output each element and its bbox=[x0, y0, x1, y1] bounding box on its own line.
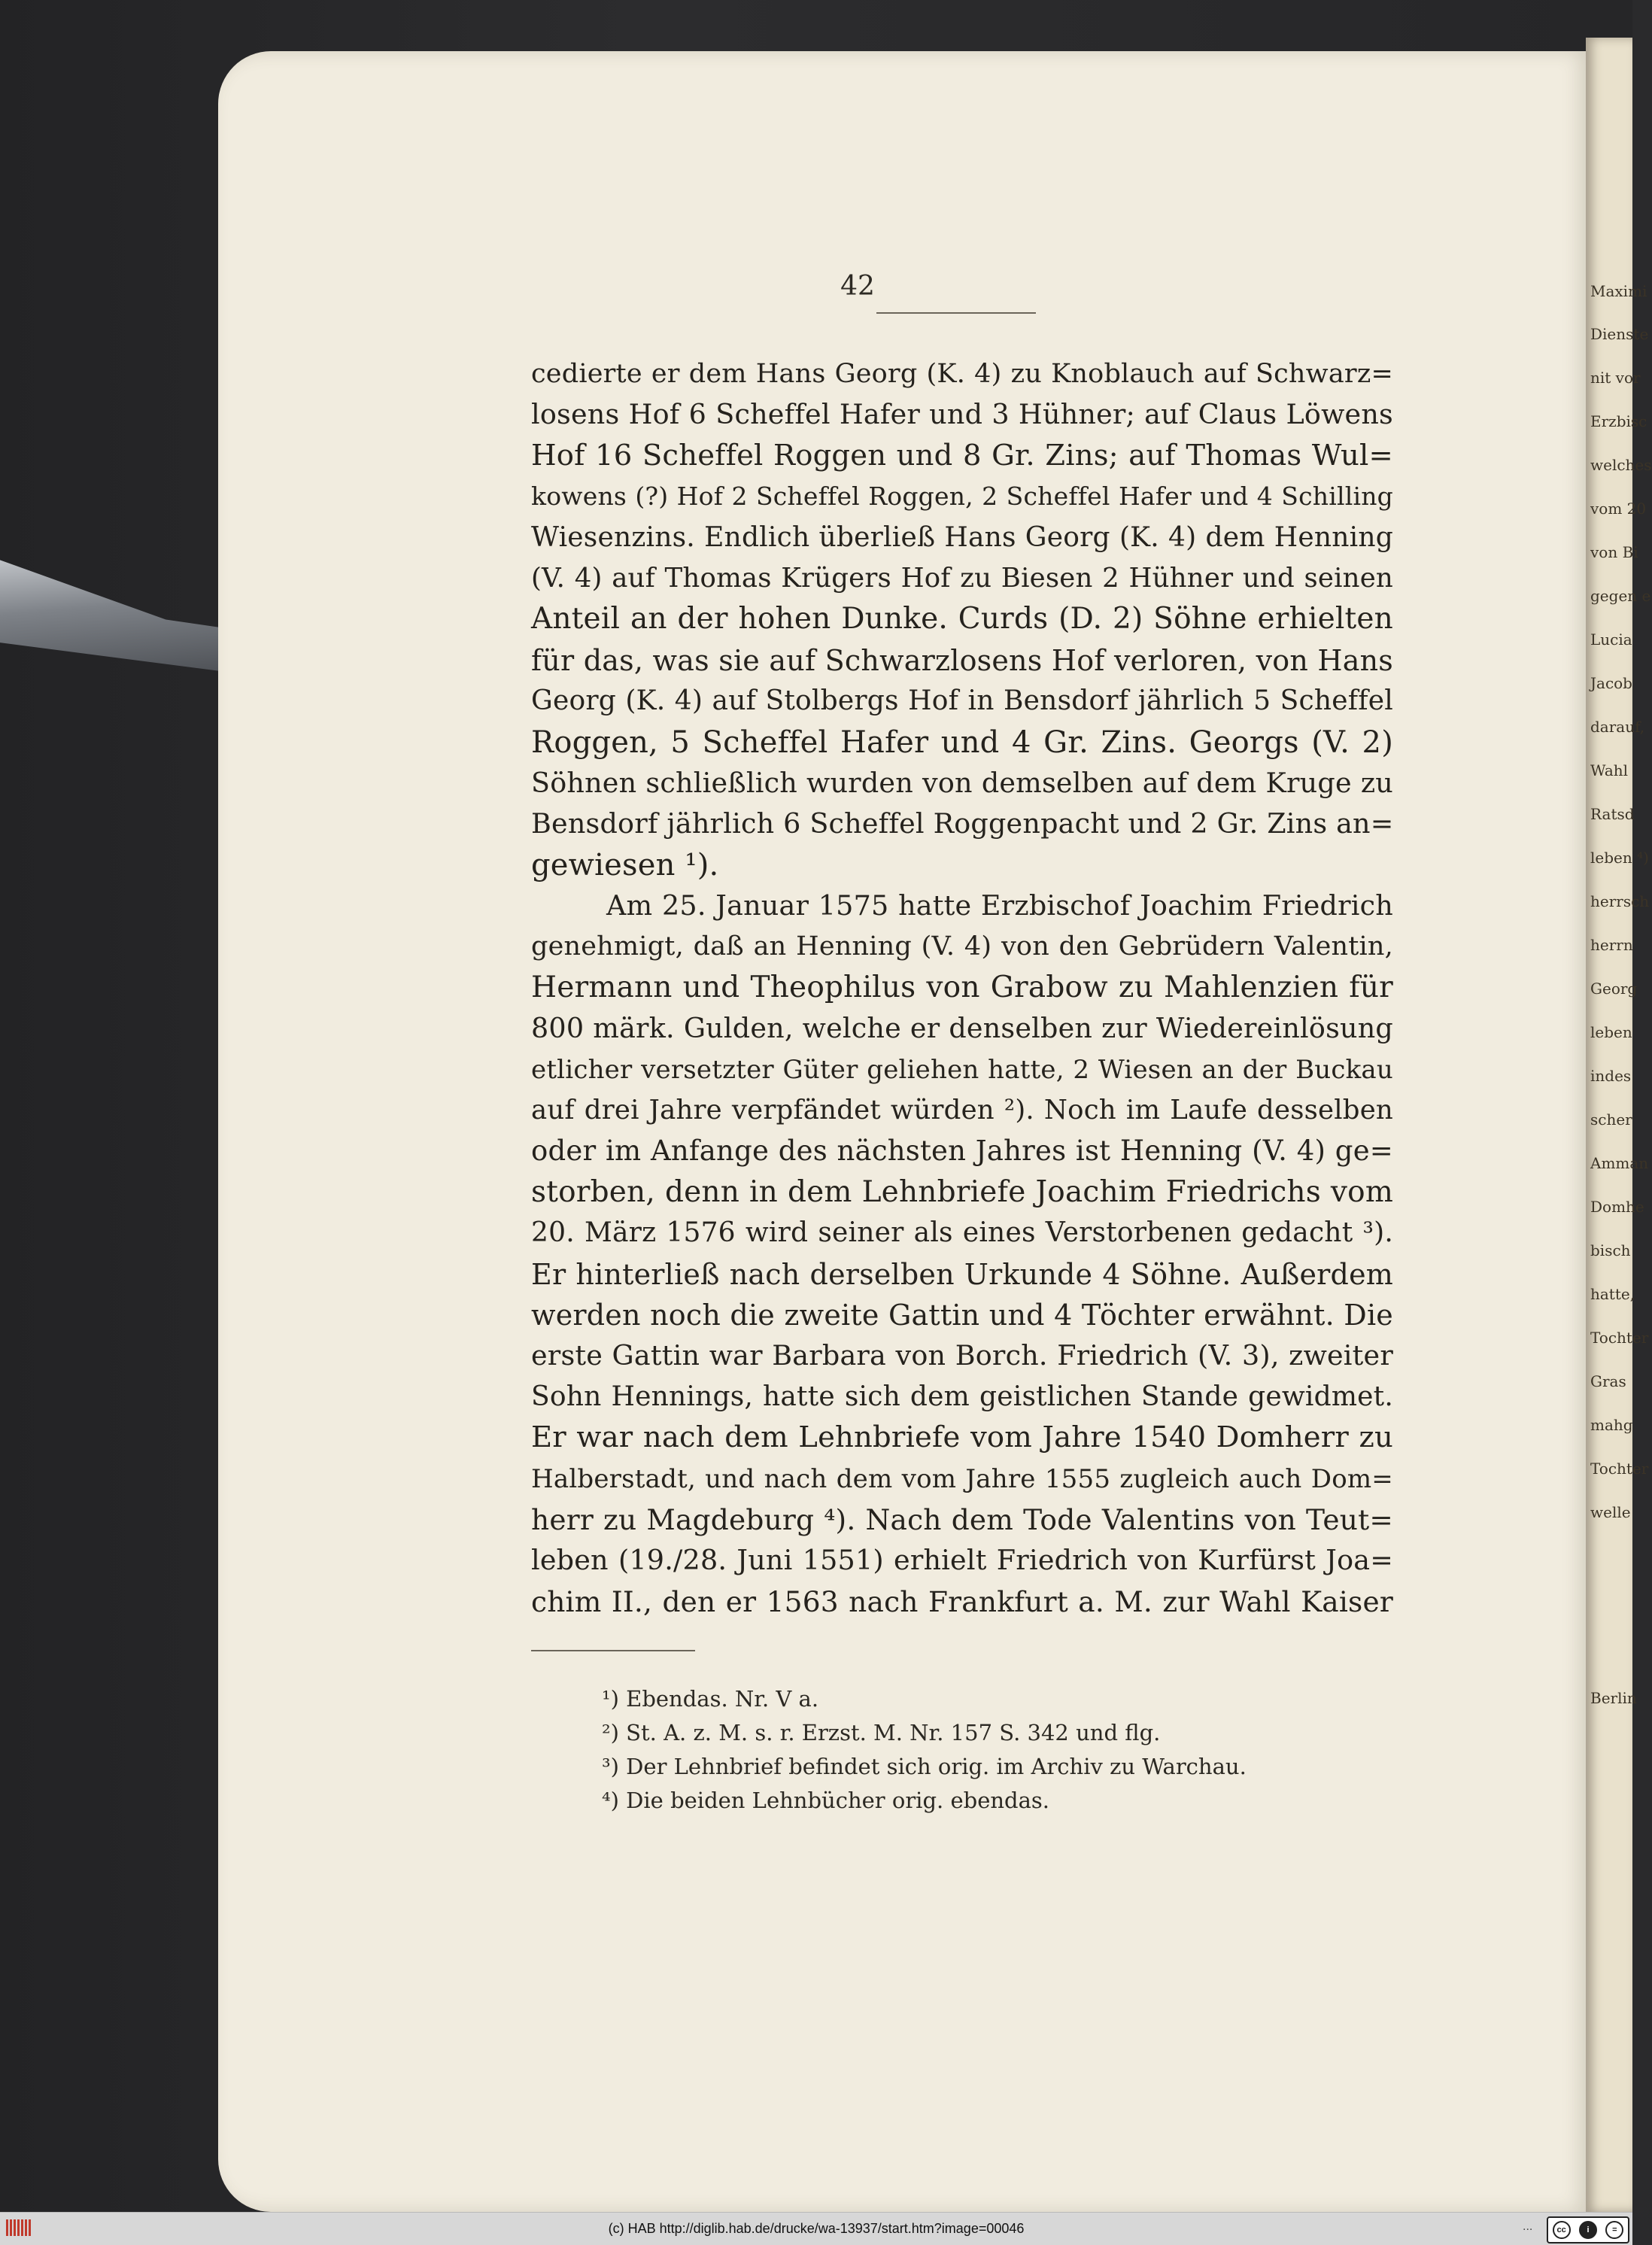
text-line: etlicher versetzter Güter geliehen hatte, 2 Wiesen an der Buckau bbox=[531, 1054, 1393, 1085]
text-line: Sohn Hennings, hatte sich dem geistlichen Stande gewidmet. bbox=[531, 1381, 1393, 1412]
cc-license-badge[interactable] bbox=[1547, 2216, 1629, 2243]
adjacent-page-fragment: hatte, bbox=[1590, 1285, 1635, 1303]
text-line: werden noch die zweite Gattin und 4 Töchter erwähnt. Die bbox=[531, 1298, 1393, 1332]
text-line: 20. März 1576 wird seiner als eines Verstorbenen gedacht ³). bbox=[531, 1217, 1393, 1249]
footnotes bbox=[602, 1682, 1429, 1818]
text-line: Er war nach dem Lehnbriefe vom Jahre 1540 Domherr zu bbox=[531, 1420, 1393, 1455]
adjacent-page-fragment: Erzbisc bbox=[1590, 412, 1647, 430]
text-line: leben (19./28. Juni 1551) erhielt Friedrich von Kurfürst Joa= bbox=[531, 1544, 1393, 1577]
viewer-footer bbox=[0, 2212, 1632, 2245]
footnote: ³) Der Lehnbrief befindet sich orig. im Archiv zu Warchau. bbox=[602, 1754, 1247, 1779]
text-line: für das, was sie auf Schwarzlosens Hof verloren, von Hans bbox=[531, 643, 1393, 677]
text-line: chim II., den er 1563 nach Frankfurt a. M. zur Wahl Kaiser bbox=[531, 1584, 1393, 1618]
text-line: gewiesen ¹). bbox=[531, 847, 719, 883]
text-line: cedierte er dem Hans Georg (K. 4) zu Knoblauch auf Schwarz= bbox=[531, 359, 1393, 389]
text-line: genehmigt, daß an Henning (V. 4) von den Gebrüdern Valentin, bbox=[531, 931, 1393, 962]
text-line: auf drei Jahre verpfändet würden ²). Noch im Laufe desselben bbox=[531, 1095, 1393, 1126]
text-line: losens Hof 6 Scheffel Hafer und 3 Hühner; auf Claus Löwens bbox=[531, 398, 1393, 431]
adjacent-page-fragment: bisch bbox=[1590, 1241, 1631, 1259]
text-line: Georg (K. 4) auf Stolbergs Hof in Bensdorf jährlich 5 Scheffel bbox=[531, 685, 1393, 717]
footnote: ²) St. A. z. M. s. r. Erzst. M. Nr. 157 S. 342 und flg. bbox=[602, 1720, 1161, 1745]
text-line: (V. 4) auf Thomas Krügers Hof zu Biesen 2 Hühner und seinen bbox=[531, 562, 1393, 594]
adjacent-page-fragment: welle bbox=[1590, 1503, 1631, 1521]
adjacent-page-fragment: Gras bbox=[1590, 1372, 1626, 1390]
adjacent-page-fragment: Domhe bbox=[1590, 1198, 1644, 1216]
adjacent-page-fragment: indes bbox=[1590, 1067, 1632, 1085]
adjacent-page-fragment: Ratsd bbox=[1590, 805, 1635, 823]
more-options-icon[interactable]: ... bbox=[1523, 2220, 1533, 2233]
text-line: Anteil an der hohen Dunke. Curds (D. 2) Söhne erhielten bbox=[531, 602, 1393, 636]
footer-citation-link[interactable]: (c) HAB http://diglib.hab.de/drucke/wa-13937/start.htm?image=00046 bbox=[608, 2221, 1025, 2236]
adjacent-page-fragment: scher bbox=[1590, 1110, 1632, 1129]
footnote: ¹) Ebendas. Nr. V a. bbox=[602, 1686, 819, 1712]
footnote-rule bbox=[531, 1650, 695, 1651]
text-line: erste Gattin war Barbara von Borch. Friedrich (V. 3), zweiter bbox=[531, 1339, 1393, 1372]
text-line: Am 25. Januar 1575 hatte Erzbischof Joachim Friedrich bbox=[606, 889, 1393, 922]
adjacent-page-fragment: Maximi bbox=[1590, 282, 1647, 300]
cc-icon: cc bbox=[1553, 2221, 1571, 2239]
adjacent-page-fragment: Georg bbox=[1590, 980, 1638, 998]
text-line: oder im Anfange des nächsten Jahres ist Henning (V. 4) ge= bbox=[531, 1135, 1393, 1168]
adjacent-page-fragment: Amman bbox=[1590, 1154, 1649, 1172]
text-line: storben, denn in dem Lehnbriefe Joachim Friedrichs vom bbox=[531, 1174, 1393, 1209]
text-line: Halberstadt, und nach dem vom Jahre 1555 zugleich auch Dom= bbox=[531, 1463, 1393, 1494]
adjacent-page-fragment: herrsch bbox=[1590, 892, 1650, 910]
page-number-rule bbox=[876, 312, 1036, 314]
main-text bbox=[531, 354, 1393, 1622]
adjacent-page-fragment: vom 20 bbox=[1590, 500, 1647, 518]
adjacent-page-fragment: mahg bbox=[1590, 1416, 1633, 1434]
adjacent-page-edge bbox=[1586, 38, 1652, 2212]
adjacent-page-fragment: Berlin bbox=[1590, 1689, 1637, 1707]
text-line: Er hinterließ nach derselben Urkunde 4 Söhne. Außerdem bbox=[531, 1257, 1393, 1291]
adjacent-page-fragment: von Bi bbox=[1590, 543, 1638, 561]
adjacent-page-fragment: herrn bbox=[1590, 936, 1633, 954]
adjacent-page-fragment: darauf, bbox=[1590, 718, 1645, 736]
by-icon: i bbox=[1579, 2221, 1597, 2239]
text-line: Roggen, 5 Scheffel Hafer und 4 Gr. Zins. Georgs (V. 2) bbox=[531, 725, 1393, 760]
nd-icon: = bbox=[1605, 2221, 1623, 2239]
text-line: kowens (?) Hof 2 Scheffel Roggen, 2 Scheffel Hafer und 4 Schilling bbox=[531, 482, 1393, 512]
text-line: Söhnen schließlich wurden von demselben auf dem Kruge zu bbox=[531, 766, 1393, 799]
adjacent-page-fragment: gegen e bbox=[1590, 587, 1651, 605]
adjacent-page-fragment: leben ⁴) bbox=[1590, 849, 1649, 867]
adjacent-page-fragment: Dienste bbox=[1590, 325, 1649, 343]
text-line: herr zu Magdeburg ⁴). Nach dem Tode Valentins von Teut= bbox=[531, 1502, 1393, 1536]
adjacent-page-fragment: Tochter bbox=[1590, 1460, 1649, 1478]
adjacent-page-fragment: nit vor bbox=[1590, 369, 1641, 387]
text-line: Wiesenzins. Endlich überließ Hans Georg (K. 4) dem Henning bbox=[531, 521, 1393, 553]
adjacent-page-fragment: Jacob bbox=[1590, 674, 1632, 692]
adjacent-page-fragment: Tochter bbox=[1590, 1329, 1649, 1347]
adjacent-page-fragment: Lucia bbox=[1590, 630, 1632, 649]
adjacent-page-fragment: welches bbox=[1590, 456, 1652, 474]
text-line: Hof 16 Scheffel Roggen und 8 Gr. Zins; auf Thomas Wul= bbox=[531, 438, 1393, 472]
adjacent-page-fragment: Wahl bbox=[1590, 761, 1629, 779]
text-line: 800 märk. Gulden, welche er denselben zur Wiedereinlösung bbox=[531, 1012, 1393, 1045]
text-line: Hermann und Theophilus von Grabow zu Mahlenzien für bbox=[531, 970, 1393, 1004]
page-number: 42 bbox=[840, 271, 875, 302]
adjacent-page-fragment: leben bbox=[1590, 1023, 1632, 1041]
footnote: ⁴) Die beiden Lehnbücher orig. ebendas. bbox=[602, 1788, 1049, 1813]
text-line: Bensdorf jährlich 6 Scheffel Roggenpacht und 2 Gr. Zins an= bbox=[531, 807, 1394, 840]
